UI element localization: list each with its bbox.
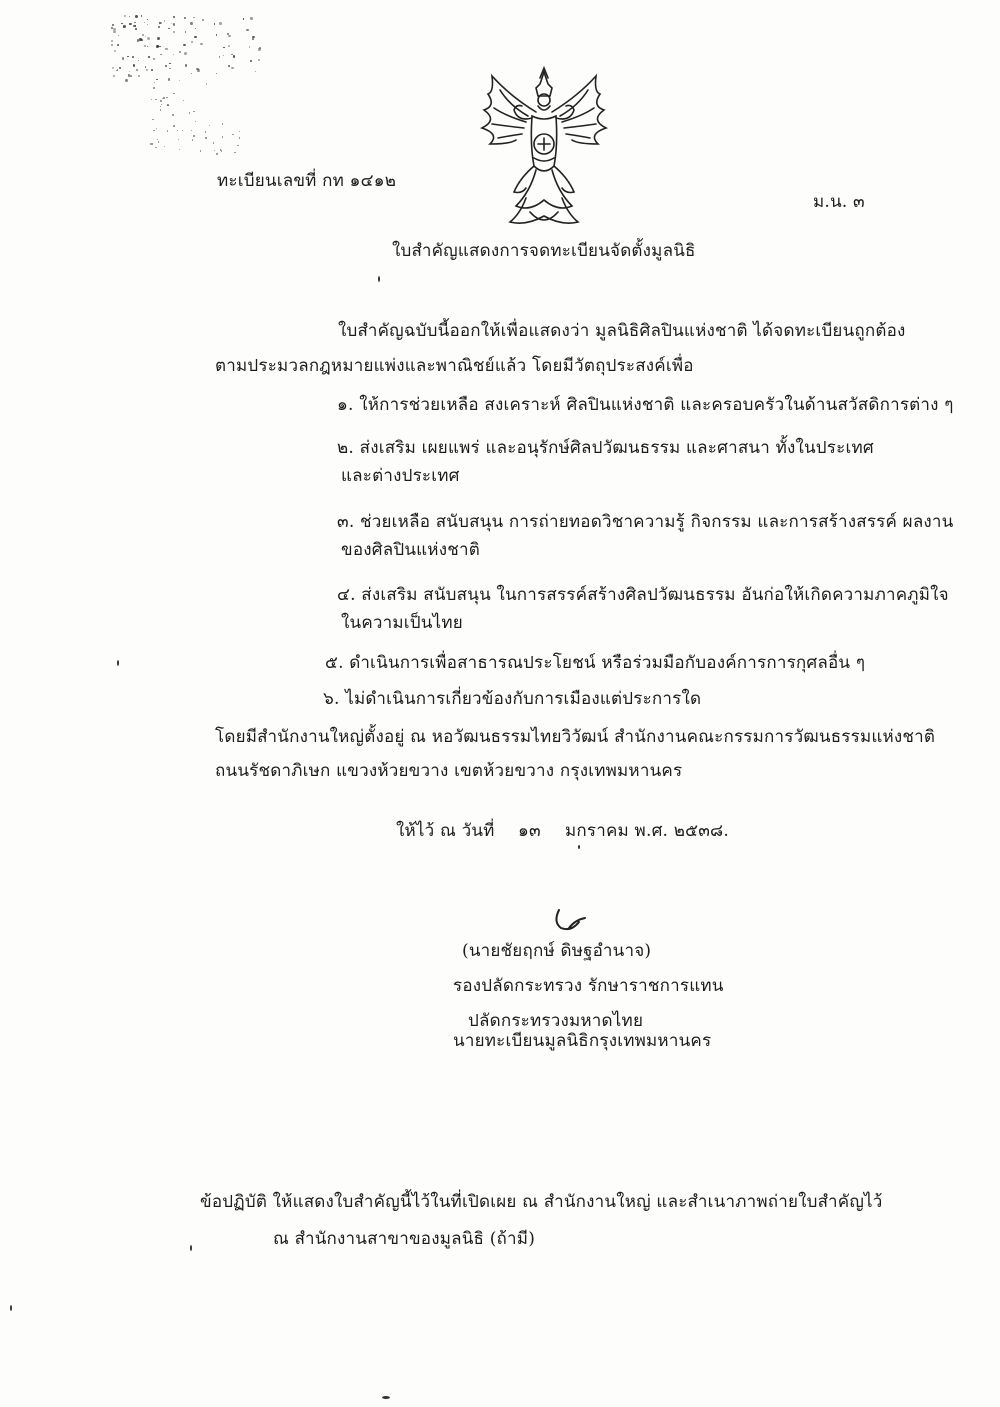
intro-line-1: ใบสำคัญฉบับนี้ออกให้เพื่อแสดงว่า มูลนิธิศิลปินแห่งชาติ ได้จดทะเบียนถูกต้อง (338, 321, 906, 341)
scan-speck (173, 54, 175, 56)
scan-speck (145, 66, 146, 67)
scan-speck (223, 55, 224, 56)
scan-speck (200, 150, 201, 151)
intro-line-2: ตามประมวลกฎหมายแพ่งและพาณิชย์แล้ว โดยมีวัตถุประสงค์เพื่อ (215, 356, 694, 376)
scan-speck (147, 37, 150, 40)
scan-speck (258, 59, 260, 61)
scan-speck (158, 26, 160, 28)
signatory-name: (นายชัยฤกษ์ ดิษฐอำนาจ) (462, 941, 652, 961)
scan-speck (195, 28, 197, 30)
scan-speck (228, 65, 230, 67)
scan-speck (202, 19, 204, 21)
objective-3-continued: ของศิลปินแห่งชาติ (341, 540, 480, 560)
scan-speck (153, 58, 155, 60)
scan-speck (160, 54, 161, 55)
scan-speck (167, 104, 168, 105)
scan-speck (228, 35, 231, 38)
scan-speck (155, 147, 156, 148)
form-code: ม.น. ๓ (813, 192, 865, 212)
scan-speck (216, 153, 217, 154)
scan-speck (157, 139, 158, 140)
scan-speck (144, 45, 146, 47)
scan-speck (223, 47, 225, 49)
stray-mark (117, 660, 119, 666)
scan-speck (222, 136, 223, 137)
scan-speck (222, 123, 223, 124)
scan-speck (173, 31, 175, 33)
scan-speck (111, 44, 112, 45)
scan-speck (250, 17, 253, 20)
stray-mark (190, 1245, 192, 1251)
scan-speck (169, 68, 171, 70)
scan-speck (147, 46, 148, 47)
signatory-position-2: ปลัดกระทรวงมหาดไทย (468, 1011, 644, 1031)
scan-speck (216, 34, 217, 35)
scan-speck (134, 22, 136, 24)
scan-speck (165, 65, 167, 67)
scan-speck (233, 55, 236, 58)
office-line-1: โดยมีสำนักงานใหญ่ตั้งอยู่ ณ หอวัฒนธรรมไทยวิวัฒน์ สำนักงานคณะกรรมการวัฒนธรรมแห่งชาติ (215, 727, 936, 747)
scan-speck (246, 29, 248, 31)
scan-speck (190, 22, 193, 25)
scan-speck (252, 38, 254, 40)
stray-mark (578, 845, 580, 849)
scan-speck (156, 79, 158, 81)
scan-speck (152, 143, 153, 144)
document-title: ใบสำคัญแสดงการจดทะเบียนจัดตั้งมูลนิธิ (392, 241, 696, 261)
scan-speck (213, 142, 214, 143)
scan-speck (205, 131, 206, 132)
scan-speck (165, 48, 167, 50)
issued-prefix: ให้ไว้ ณ วันที่ (396, 821, 495, 841)
office-line-2: ถนนรัชดาภิเษก แขวงห้วยขวาง เขตห้วยขวาง กรุงเทพมหานคร (215, 761, 683, 781)
scan-speck (146, 69, 148, 71)
scan-speck (178, 139, 179, 140)
scan-speck (119, 67, 121, 69)
scan-speck (147, 19, 149, 21)
scan-speck (141, 15, 142, 16)
scan-speck (228, 45, 230, 47)
objective-5: ๕. ดำเนินการเพื่อสาธารณประโยชน์ หรือร่วมมือกับองค์การการกุศลอื่น ๆ (325, 653, 866, 673)
scan-speck (133, 64, 135, 66)
scan-speck (159, 46, 161, 48)
scan-speck (255, 71, 256, 72)
scan-speck (191, 130, 192, 131)
scan-speck (234, 152, 235, 153)
scan-speck (147, 24, 148, 25)
scan-speck (193, 135, 194, 136)
scan-speck (112, 24, 114, 26)
scan-speck (160, 100, 161, 101)
stray-mark (382, 1396, 390, 1399)
scan-speck (122, 57, 125, 60)
scan-speck (166, 97, 167, 98)
scan-speck (163, 97, 164, 98)
scan-speck (167, 130, 168, 131)
objective-2-continued: และต่างประเทศ (341, 466, 460, 486)
scan-speck (114, 50, 116, 52)
scan-speck (195, 121, 196, 122)
scan-speck (151, 99, 152, 100)
scan-speck (156, 128, 157, 129)
stray-mark (378, 276, 380, 282)
scan-speck (196, 68, 198, 70)
scan-speck (127, 56, 129, 58)
scan-speck (125, 79, 127, 81)
scan-speck (209, 125, 210, 126)
scan-speck (161, 104, 162, 105)
scan-speck (135, 15, 138, 18)
registration-number: ทะเบียนเลขที่ กท ๑๔๑๒ (217, 171, 397, 191)
scan-speck (160, 109, 161, 110)
scan-speck (214, 23, 216, 25)
scan-speck (158, 141, 159, 142)
scan-speck (179, 51, 181, 53)
scan-speck (148, 56, 150, 58)
issued-month-year: มกราคม พ.ศ. ๒๕๓๘. (565, 821, 729, 841)
scan-speck (191, 73, 192, 74)
scan-speck (151, 69, 154, 72)
scan-speck (138, 75, 140, 77)
scan-speck (124, 15, 126, 17)
scan-speck (111, 40, 113, 42)
scan-speck (173, 16, 175, 18)
signatory-position-3: นายทะเบียนมูลนิธิกรุงเทพมหานคร (453, 1031, 712, 1051)
scan-speck (154, 82, 155, 83)
scan-speck (142, 34, 144, 36)
footer-line-2: ณ สำนักงานสาขาของมูลนิธิ (ถ้ามี) (273, 1229, 536, 1249)
stray-mark (10, 1305, 12, 1311)
scan-speck (194, 36, 196, 38)
scan-speck (184, 17, 186, 19)
scan-speck (214, 150, 215, 151)
scan-speck (216, 73, 217, 74)
scan-speck (221, 150, 222, 151)
scan-speck (189, 112, 190, 113)
scan-speck (179, 149, 180, 150)
footer-line-1: ข้อปฏิบัติ ให้แสดงใบสำคัญนี้ไว้ในที่เปิดเผย ณ สำนักงานใหญ่ และสำเนาภาพถ่ายใบสำคัญไว้ (200, 1192, 883, 1212)
scan-speck (157, 37, 160, 40)
scan-speck (139, 38, 142, 41)
scan-speck (205, 137, 206, 138)
scan-speck (250, 60, 252, 62)
objective-1: ๑. ให้การช่วยเหลือ สงเคราะห์ ศิลปินแห่งชาติ และครอบครัวในด้านสวัสดิการต่าง ๆ (337, 395, 954, 415)
scan-speck (116, 70, 117, 71)
scan-speck (249, 46, 251, 48)
scan-speck (164, 146, 165, 147)
scan-speck (153, 130, 154, 131)
scan-speck (145, 36, 146, 37)
scan-speck (258, 48, 261, 51)
garuda-emblem-icon (470, 66, 618, 230)
scan-speck (173, 23, 175, 25)
scan-speck (168, 78, 171, 81)
signatory-position-1: รองปลัดกระทรวง รักษาราชการแทน (453, 976, 724, 996)
scan-speck (231, 67, 234, 70)
scan-speck (129, 23, 131, 25)
scan-speck (206, 83, 207, 84)
scan-speck (164, 20, 165, 21)
scan-speck (129, 16, 130, 17)
scan-speck (183, 44, 186, 47)
scan-speck (237, 145, 238, 146)
scan-speck (219, 56, 220, 57)
scan-speck (113, 31, 115, 33)
scan-speck (171, 23, 173, 25)
scan-speck (118, 35, 119, 36)
scan-speck (152, 119, 153, 120)
scan-speck (177, 130, 178, 131)
scan-speck (117, 69, 118, 70)
scan-speck (150, 143, 151, 144)
scan-speck (161, 22, 162, 23)
scan-speck (133, 25, 135, 27)
scan-speck (173, 125, 174, 126)
scan-speck (112, 67, 114, 69)
scan-speck (169, 63, 170, 64)
scan-speck (135, 28, 137, 30)
objective-6: ๖. ไม่ดำเนินการเกี่ยวข้องกับการเมืองแต่ประการใด (323, 689, 702, 709)
scan-speck (243, 18, 244, 19)
scan-speck (117, 44, 119, 46)
scan-speck (179, 80, 180, 81)
scan-speck (239, 131, 240, 132)
scan-speck (168, 28, 169, 29)
objective-3: ๓. ช่วยเหลือ สนับสนุน การถ่ายทอดวิชาความรู้ กิจกรรม และการสร้างสรรค์ ผลงาน (337, 512, 954, 532)
scan-speck (184, 52, 187, 55)
scan-speck (130, 75, 132, 77)
scan-speck (193, 111, 194, 112)
scan-speck (185, 64, 188, 67)
scan-speck (193, 17, 195, 19)
scan-speck (173, 93, 174, 94)
objective-2: ๒. ส่งเสริม เผยแพร่ และอนุรักษ์ศิลปวัฒนธรรม และศาสนา ทั้งในประเทศ (337, 438, 874, 458)
scan-speck (182, 130, 183, 131)
scan-speck (144, 22, 145, 23)
scan-speck (138, 60, 139, 61)
scan-speck (121, 23, 122, 24)
scan-speck (219, 22, 221, 24)
objective-4: ๔. ส่งเสริม สนับสนุน ในการสรรค์สร้างศิลปวัฒนธรรม อันก่อให้เกิดความภาคภูมิใจ (337, 585, 949, 605)
scan-speck (132, 56, 134, 58)
scan-speck (153, 87, 154, 88)
scan-speck (157, 45, 159, 47)
objective-4-continued: ในความเป็นไทย (341, 613, 463, 633)
scan-speck (183, 100, 184, 101)
scan-speck (200, 43, 202, 45)
scan-speck (239, 137, 240, 138)
scan-speck (172, 114, 173, 115)
scan-speck (192, 139, 193, 140)
issued-day: ๑๓ (518, 821, 541, 841)
handwritten-signature (545, 898, 605, 938)
scan-speck (136, 69, 138, 71)
scan-speck (232, 134, 233, 135)
scan-speck (155, 99, 156, 100)
scan-speck (191, 41, 193, 43)
scan-speck (123, 25, 126, 28)
scan-speck (160, 106, 161, 107)
scan-speck (113, 75, 115, 77)
scan-speck (185, 31, 186, 32)
scan-speck (129, 71, 130, 72)
